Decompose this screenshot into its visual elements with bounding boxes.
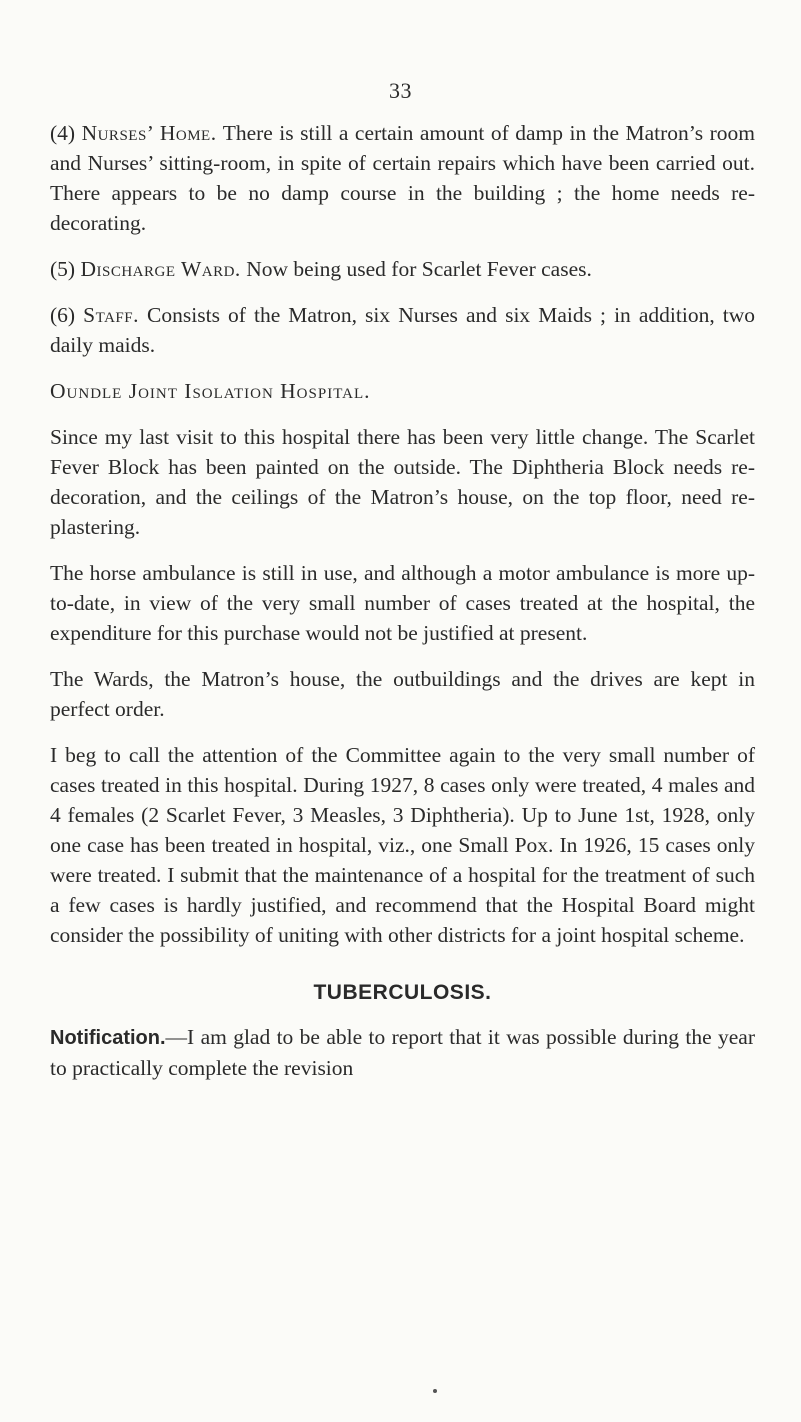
notification-paragraph bbox=[50, 1022, 755, 1083]
page-number: 33 bbox=[389, 78, 412, 103]
page-body bbox=[50, 118, 755, 1099]
staff-paragraph bbox=[50, 300, 755, 360]
body-paragraph: I beg to call the attention of the Committee again to the very small number of cases treated in this hospital. During 1927, 8 cases only were treated, 4 males and 4 females (2 Scarlet Fever, 3 Measles, 3 Diphtheria). Up to June 1st, 1928, only one case has been treated in hospital, viz., one Small Pox. In 1926, 15 cases only were treated. I submit that the maintenance of a hospital for the treatment of such a few cases is hardly justified, and recommend that the Hospital Board might consider the possibility of uniting with other districts for a joint hospital scheme. bbox=[50, 743, 755, 947]
oundle-hospital-heading: Oundle Joint Isolation Hospital. bbox=[50, 379, 371, 403]
body-paragraph: The horse ambulance is still in use, and although a motor ambulance is more up-to-date, in view of the very small number of cases treated at the hospital, the expenditure for this purchase would not be justified at present. bbox=[50, 561, 755, 645]
nurses-home-heading: Nurses’ Home. bbox=[81, 121, 217, 145]
body-paragraph: Since my last visit to this hospital there has been very little change. The Scarlet Fever Block has been painted on the outside. The Diphtheria Block needs re-decoration, and the ceilings of the Matron’s house, on the top floor, need re-plastering. bbox=[50, 425, 755, 539]
item-number: (4) bbox=[50, 121, 76, 145]
notification-text: —I am glad to be able to report that it was possible during the year to practically complete the revision bbox=[50, 1025, 755, 1080]
body-paragraph: The Wards, the Matron’s house, the outbuildings and the drives are kept in perfect order. bbox=[50, 667, 755, 721]
discharge-ward-heading: Discharge Ward. bbox=[80, 257, 241, 281]
notification-lead: Notification. bbox=[50, 1027, 166, 1049]
item-number: (6) bbox=[50, 303, 76, 327]
discharge-ward-paragraph bbox=[50, 254, 755, 284]
staff-heading: Staff. bbox=[83, 303, 139, 327]
discharge-ward-text: Now being used for Scarlet Fever cases. bbox=[246, 257, 592, 281]
item-number: (5) bbox=[50, 257, 76, 281]
nurses-home-paragraph bbox=[50, 118, 755, 238]
tuberculosis-heading: TUBERCULOSIS. bbox=[313, 981, 492, 1004]
nurses-home-text: There is still a certain amount of damp in the Matron’s room and Nurses’ sitting-room, in spite of certain repairs which have been carried out. There appears to be no damp course in the building ; the home needs re-decorating. bbox=[50, 121, 755, 235]
staff-text: Consists of the Matron, six Nurses and six Maids ; in addition, two daily maids. bbox=[50, 303, 756, 357]
printer-mark bbox=[433, 1389, 437, 1393]
